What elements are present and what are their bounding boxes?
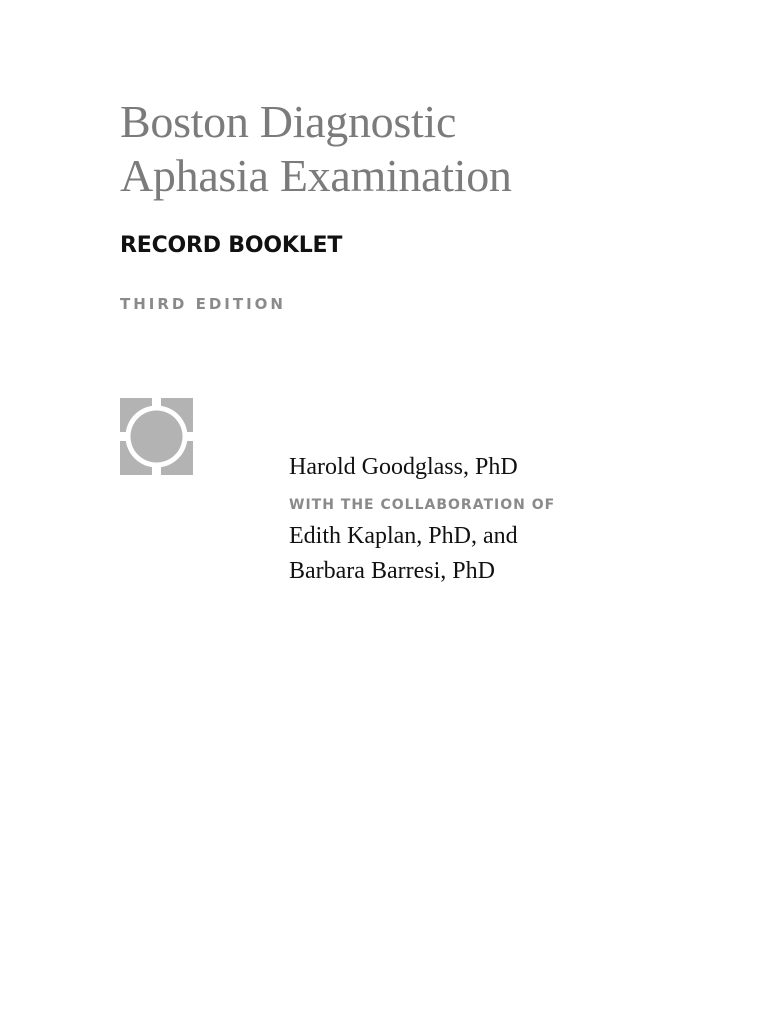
- edition-label: THIRD EDITION: [120, 295, 286, 313]
- title-line-1: Boston Diagnostic: [120, 96, 457, 147]
- collaboration-label: WITH THE COLLABORATION OF: [289, 497, 556, 513]
- title-line-2: Aphasia Examination: [120, 150, 512, 201]
- main-author: Harold Goodglass, PhD: [289, 454, 518, 480]
- collaborator-2: Barbara Barresi, PhD: [289, 558, 495, 584]
- circle-in-square-logo-icon: [120, 398, 193, 475]
- collaborator-1: Edith Kaplan, PhD, and: [289, 523, 518, 549]
- subtitle: RECORD BOOKLET: [120, 233, 343, 258]
